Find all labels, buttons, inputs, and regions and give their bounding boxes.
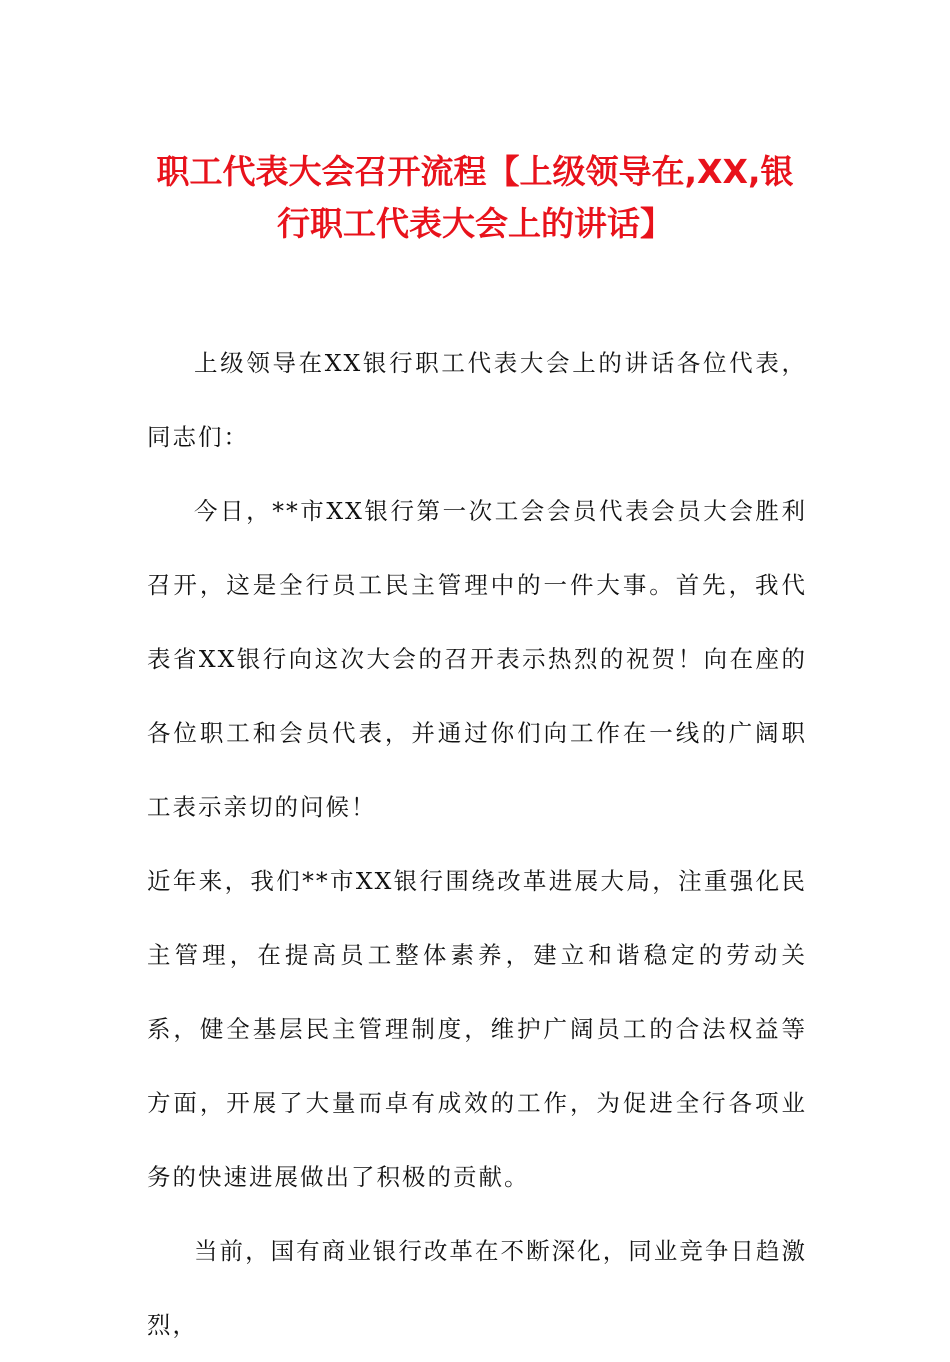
document-body (147, 326, 807, 1362)
paragraph-recent-years: 近年来，我们**市XX银行围绕改革进展大局，注重强化民主管理，在提高员工整体素养，建立和谐稳定的劳动关系，健全基层民主管理制度，维护广阔员工的合法权益等方面，开展了大量而卓有成效的工作，为促进全行各项业务的快速进展做出了积极的贡献。 (147, 867, 807, 1191)
title-line-2: 行职工代表大会上的讲话】 (277, 204, 673, 243)
paragraph-current: 当前，国有商业银行改革在不断深化，同业竞争日趋激烈， (147, 1237, 807, 1339)
title-line-1: 职工代表大会召开流程【上级领导在,XX,银 (156, 152, 794, 191)
paragraph-greeting: 上级领导在XX银行职工代表大会上的讲话各位代表，同志们： (147, 349, 807, 451)
paragraph-opening: 今日，**市XX银行第一次工会会员代表会员大会胜利召开，这是全行员工民主管理中的一件大事。首先，我代表省XX银行向这次大会的召开表示热烈的祝贺！向在座的各位职工和会员代表，并通过你们向工作在一线的广阔职工表示亲切的问候！ (147, 497, 807, 821)
document-title (130, 146, 820, 250)
